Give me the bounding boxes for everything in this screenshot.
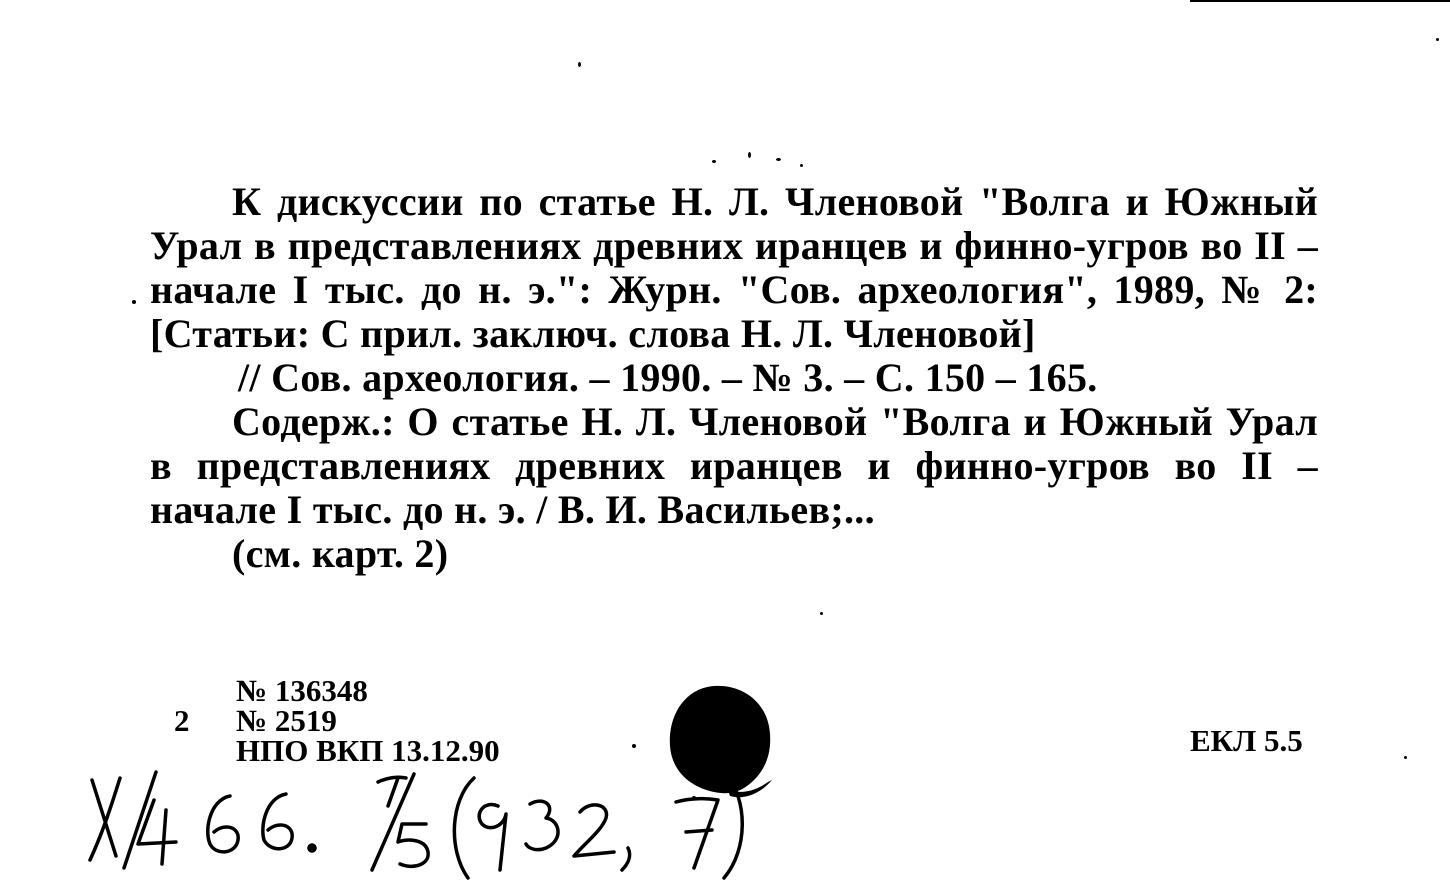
scan-speck bbox=[712, 160, 716, 163]
entry-heading: К дискуссии по статье Н. Л. Членовой "Волга и Южный Урал в представлениях древних иранцев и финно-угров во II – начале I тыс. до н. э.": Журн. "Сов. археология", 1989, № 2: [Статьи: С прил. заключ. слова Н. Л. Членовой] bbox=[150, 179, 1318, 356]
scan-speck bbox=[132, 300, 136, 304]
scan-speck bbox=[578, 62, 581, 67]
accession-number-2: № 2519 bbox=[236, 703, 337, 738]
publisher-date-line: НПО ВКП 13.12.90 bbox=[236, 733, 500, 768]
scan-speck bbox=[632, 744, 636, 748]
card-number: 2 bbox=[174, 703, 190, 738]
scan-speck bbox=[1436, 38, 1439, 41]
accession-block bbox=[236, 673, 500, 768]
scan-speck bbox=[1404, 756, 1407, 759]
handwritten-shelfmark bbox=[80, 760, 780, 880]
top-edge-rule bbox=[1190, 0, 1450, 2]
entry-source: // Сов. археология. – 1990. – № 3. – С. 150 – 165. bbox=[238, 355, 1098, 400]
accession-number-1: № 136348 bbox=[236, 673, 368, 708]
bibliographic-entry bbox=[150, 180, 1318, 576]
scan-speck bbox=[820, 612, 823, 615]
scan-speck bbox=[748, 152, 751, 158]
scan-speck bbox=[776, 158, 781, 161]
classification-code: ЕКЛ 5.5 bbox=[1190, 723, 1303, 758]
entry-contents-note: Содерж.: О статье Н. Л. Членовой "Волга и Южный Урал в представлениях древних иранцев и финно-угров во II – начале I тыс. до н. э. / В. И. Васильев;... bbox=[150, 399, 1318, 532]
see-card-reference: (см. карт. 2) bbox=[232, 531, 449, 576]
scan-speck bbox=[800, 164, 803, 167]
